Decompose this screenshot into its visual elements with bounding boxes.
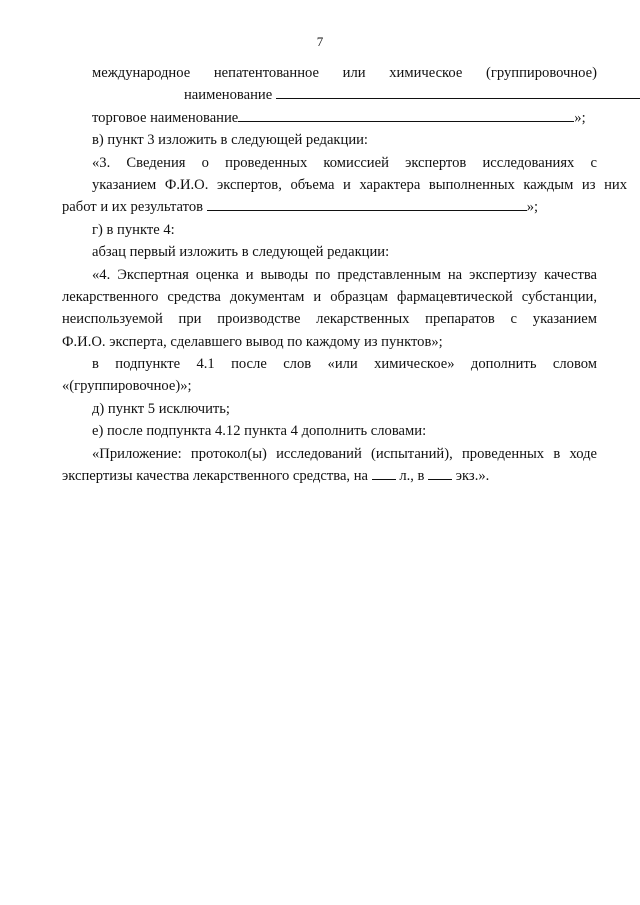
paragraph-line-19 (62, 465, 597, 487)
paragraph-line-9: абзац первый изложить в следующей редакции: (92, 244, 390, 261)
paragraph-line-13: Ф.И.О. эксперта, сделавшего вывод по каждому из пунктов»; (62, 333, 443, 350)
page-number: 7 (316, 34, 324, 49)
blank-line-inn (276, 84, 640, 99)
document-body (62, 62, 627, 487)
copies-text: экз.». (455, 468, 490, 485)
results-label: работ и их результатов (62, 199, 204, 216)
name-label: наименование (184, 87, 273, 104)
paragraph-line-16: д) пункт 5 исключить; (92, 400, 230, 417)
blank-line-results (207, 196, 527, 211)
paragraph-line-7 (62, 196, 597, 218)
quality-text: экспертизы качества лекарственного средства, на (62, 468, 369, 485)
paragraph-line-2 (92, 84, 640, 106)
paragraph-line-15: «(группировочное)»; (62, 378, 192, 395)
paragraph-line-6: указанием Ф.И.О. экспертов, объема и характера выполненных каждым из них (92, 176, 627, 193)
paragraph-line-3 (92, 107, 597, 129)
sheets-text: л., в (399, 468, 425, 485)
blank-line-trade-name (238, 107, 574, 122)
trade-name-label: торговое наименование (92, 109, 239, 126)
closing-quote: »; (526, 199, 539, 216)
paragraph-line-14: в подпункте 4.1 после слов «или химическое» дополнить словом (92, 356, 597, 373)
paragraph-line-18: «Приложение: протокол(ы) исследований (испытаний), проведенных в ходе (92, 445, 597, 462)
paragraph-line-12: неиспользуемой при производстве лекарственных препаратов с указанием (62, 311, 597, 328)
paragraph-line-5: «3. Сведения о проведенных комиссией экспертов исследованиях с (92, 154, 597, 171)
blank-copies-count (428, 465, 452, 480)
paragraph-line-4: в) пункт 3 изложить в следующей редакции: (92, 132, 368, 149)
paragraph-line-11: лекарственного средства документам и образцам фармацевтической субстанции, (62, 288, 597, 305)
blank-sheets-count (372, 465, 396, 480)
closing-quote: »; (574, 109, 586, 126)
paragraph-line-1: международное непатентованное или химическое (группировочное) (92, 65, 597, 81)
paragraph-line-10: «4. Экспертная оценка и выводы по представленным на экспертизу качества (92, 266, 597, 283)
paragraph-line-8: г) в пункте 4: (92, 221, 175, 238)
paragraph-line-17: е) после подпункта 4.12 пункта 4 дополнить словами: (92, 423, 427, 440)
